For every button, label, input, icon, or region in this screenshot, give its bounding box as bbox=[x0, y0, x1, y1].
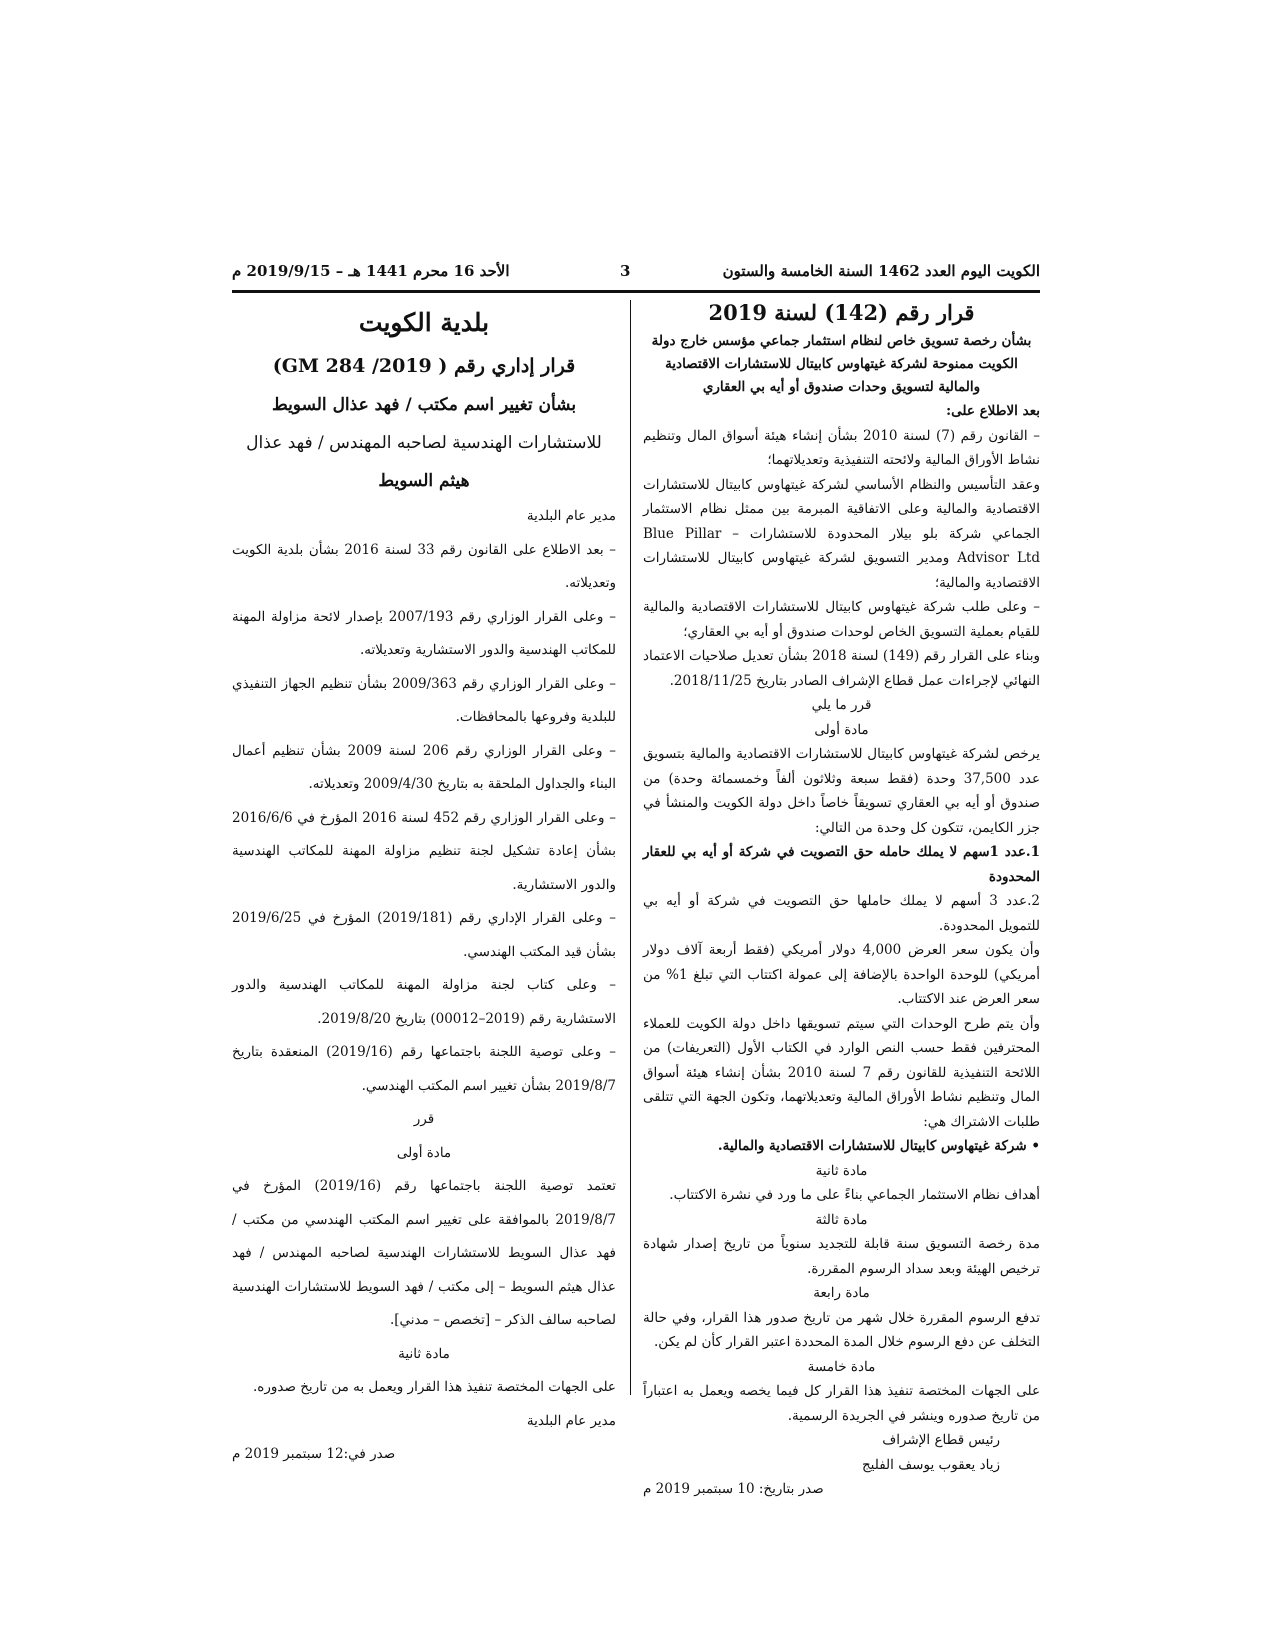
article-3-heading: مادة ثالثة bbox=[815, 1211, 868, 1228]
article-1-paragraph: وأن يتم طرح الوحدات التي سيتم تسويقها داخل دولة الكويت للعملاء المحترفين فقط حسب النص الوارد في الكتاب الأول (التعريفات) من اللائحة التنفيذية للقانون رقم 7 لسنة 2010 بشأن إنشاء هيئة أسواق المال وتنظيم نشاط الأوراق المالية وتعديلاتهما، وتكون الجهة التي تتلقى طلبات الاشتراك هي: bbox=[643, 1015, 1040, 1130]
article-1-heading: مادة أولى bbox=[396, 1144, 452, 1161]
article-2-paragraph: أهداف نظام الاستثمار الجماعي بناءً على ما ورد في نشرة الاكتتاب. bbox=[669, 1187, 1040, 1203]
preamble-paragraph: – وعلى القرار الوزاري رقم 2007/193 بإصدار لائحة مزاولة المهنة للمكاتب الهندسية والدور الاستشارية وتعديلاته. bbox=[232, 608, 616, 658]
preamble-paragraph: – وعلى القرار الوزاري رقم 206 لسنة 2009 بشأن تنظيم أعمال البناء والجداول الملحقة به بتاريخ 2009/4/30 وتعديلاته. bbox=[232, 742, 616, 792]
signatory-title: مدير عام البلدية bbox=[526, 1412, 616, 1429]
decision-284-subject-line: للاستشارات الهندسية لصاحبه المهندس / فهد عذال bbox=[246, 433, 602, 453]
left-column-municipality-decision bbox=[232, 300, 616, 1472]
decision-284-subject-line: هيثم السويط bbox=[378, 471, 470, 491]
preamble-paragraph: وعقد التأسيس والنظام الأساسي لشركة غيتهاوس كابيتال للاستشارات الاقتصادية والمالية وعلى الاتفاقية المبرمة بين ممثل نظام الاستثمار الجماعي شركة بلو بيلار المحدودة للاستشارات – Blue Pillar Advisor Ltd ومدير التسويق لشركة غيتهاوس كابيتال للاستشارات الاقتصادية والمالية؛ bbox=[643, 476, 1041, 591]
header-publication: الكويت اليوم العدد 1462 السنة الخامسة والستون bbox=[722, 262, 1040, 280]
signatory-title: رئيس قطاع الإشراف bbox=[882, 1432, 1000, 1448]
preamble-heading: بعد الاطلاع على: bbox=[946, 403, 1040, 419]
article-5-heading: مادة خامسة bbox=[807, 1358, 876, 1375]
issue-date: صدر بتاريخ: 10 سبتمبر 2019 م bbox=[643, 1481, 824, 1497]
page-header bbox=[232, 262, 1040, 286]
article-4-heading: مادة رابعة bbox=[813, 1285, 870, 1301]
article-1-item: 2.عدد 3 أسهم لا يملك حاملها حق التصويت في شركة أو أيه بي للتمويل المحدودة. bbox=[643, 893, 1040, 934]
article-2-heading: مادة ثانية bbox=[815, 1162, 868, 1179]
preamble-paragraph: – وعلى القرار الوزاري رقم 452 لسنة 2016 المؤرخ في 2016/6/6 بشأن إعادة تشكيل لجنة تنظيم مزاولة المهنة للمكاتب الهندسية والدور الاستشارية. bbox=[232, 809, 616, 893]
decision-line: قرر bbox=[413, 1111, 435, 1127]
article-1-paragraph: تعتمد توصية اللجنة باجتماعها رقم (2019/16) المؤرخ في 2019/8/7 بالموافقة على تغيير اسم المكتب الهندسي من مكتب / فهد عذال السويط للاستشارات الهندسية لصاحبه المهندس / فهد عذال هيثم السويط – إلى مكتب / فهد السويط للاستشارات الهندسية لصاحبه سالف الذكر – [تخصص – مدني]. bbox=[232, 1178, 616, 1328]
decision-142-subtitle-line: الكويت ممنوحة لشركة غيتهاوس كابيتال للاستشارات الاقتصادية bbox=[665, 356, 1018, 372]
right-column-decision-142 bbox=[643, 296, 1040, 1502]
article-2-heading: مادة ثانية bbox=[398, 1345, 450, 1362]
preamble-paragraph: – وعلى طلب شركة غيتهاوس كابيتال للاستشارات الاقتصادية والمالية للقيام بعملية التسويق الخاص لوحدات صندوق أو أيه بي العقاري؛ bbox=[643, 599, 1040, 640]
header-page-number: 3 bbox=[620, 262, 631, 280]
issuer-line: مدير عام البلدية bbox=[526, 508, 616, 524]
article-1-paragraph: يرخص لشركة غيتهاوس كابيتال للاستشارات الاقتصادية والمالية بتسويق عدد 37,500 وحدة (فقط سبعة وثلاثون ألفاً وخمسمائة وحدة) من صندوق أو أيه بي العقاري تسويقاً خاصاً داخل دولة الكويت والمنشأ في جزر الكايمن، تتكون كل وحدة من التالي: bbox=[643, 746, 1040, 836]
header-date: الأحد 16 محرم 1441 هـ – 2019/9/15 م bbox=[232, 262, 510, 280]
article-1-heading: مادة أولى bbox=[814, 721, 869, 738]
decision-142-title: قرار رقم (142) لسنة 2019 bbox=[708, 300, 975, 325]
article-1-bullet: • شركة غيتهاوس كابيتال للاستشارات الاقتصادية والمالية. bbox=[717, 1138, 1040, 1154]
article-1-item: 1.عدد 1سهم لا يملك حامله حق التصويت في شركة أو أيه بي للعقار المحدودة bbox=[643, 844, 1040, 885]
decision-line: قرر ما يلي bbox=[811, 697, 872, 713]
preamble-paragraph: – بعد الاطلاع على القانون رقم 33 لسنة 2016 بشأن بلدية الكويت وتعديلاته. bbox=[232, 541, 616, 591]
municipality-name: بلدية الكويت bbox=[358, 308, 490, 337]
preamble-paragraph: – وعلى القرار الوزاري رقم 2009/363 بشأن تنظيم الجهاز التنفيذي للبلدية وفروعها بالمحافظات. bbox=[232, 675, 616, 725]
preamble-paragraph: – القانون رقم (7) لسنة 2010 بشأن إنشاء هيئة أسواق المال وتنظيم نشاط الأوراق المالية ولائحته التنفيذية وتعديلاتهما؛ bbox=[643, 427, 1040, 468]
decision-284-subject-line: بشأن تغيير اسم مكتب / فهد عذال السويط bbox=[271, 395, 577, 415]
decision-142-subtitle-line: والمالية لتسويق وحدات صندوق أو أيه بي العقاري bbox=[702, 379, 981, 395]
decision-142-subtitle-line: بشأن رخصة تسويق خاص لنظام استثمار جماعي مؤسس خارج دولة bbox=[651, 333, 1032, 349]
column-divider bbox=[630, 300, 631, 1395]
article-5-paragraph: على الجهات المختصة تنفيذ هذا القرار كل فيما يخصه ويعمل به اعتباراً من تاريخ صدوره وينشر في الجريدة الرسمية. bbox=[643, 1383, 1040, 1424]
header-rule bbox=[232, 290, 1040, 293]
article-1-paragraph: وأن يكون سعر العرض 4,000 دولار أمريكي (فقط أربعة آلاف دولار أمريكي) للوحدة الواحدة بالإضافة إلى عمولة اكتتاب التي تبلغ 1% من سعر العرض عند الاكتتاب. bbox=[643, 942, 1040, 1007]
signatory-name: زياد يعقوب يوسف الفليج bbox=[861, 1456, 1000, 1473]
article-2-paragraph: على الجهات المختصة تنفيذ هذا القرار ويعمل به من تاريخ صدوره. bbox=[252, 1379, 616, 1395]
decision-284-title: قرار إداري رقم ( GM 284 /2019) bbox=[272, 355, 576, 377]
article-4-paragraph: تدفع الرسوم المقررة خلال شهر من تاريخ صدور هذا القرار، وفي حالة التخلف عن دفع الرسوم خلال المدة المحددة اعتبر القرار كأن لم يكن. bbox=[643, 1309, 1040, 1350]
article-3-paragraph: مدة رخصة التسويق سنة قابلة للتجديد سنوياً من تاريخ إصدار شهادة ترخيص الهيئة وبعد سداد الرسوم المقررة. bbox=[643, 1236, 1040, 1277]
preamble-paragraph: – وعلى كتاب لجنة مزاولة المهنة للمكاتب الهندسية والدور الاستشارية رقم (2019–00012) بتاريخ 2019/8/20. bbox=[232, 977, 616, 1027]
preamble-paragraph: – وعلى القرار الإداري رقم (2019/181) المؤرخ في 2019/6/25 بشأن قيد المكتب الهندسي. bbox=[232, 910, 616, 960]
issue-date: صدر في:12 سبتمبر 2019 م bbox=[232, 1446, 396, 1462]
preamble-paragraph: وبناء على القرار رقم (149) لسنة 2018 بشأن تعديل صلاحيات الاعتماد النهائي لإجراءات عمل قطاع الإشراف الصادر بتاريخ 2018/11/25. bbox=[643, 648, 1040, 689]
preamble-paragraph: – وعلى توصية اللجنة باجتماعها رقم (2019/16) المنعقدة بتاريخ 2019/8/7 بشأن تغيير اسم المكتب الهندسي. bbox=[232, 1044, 617, 1094]
